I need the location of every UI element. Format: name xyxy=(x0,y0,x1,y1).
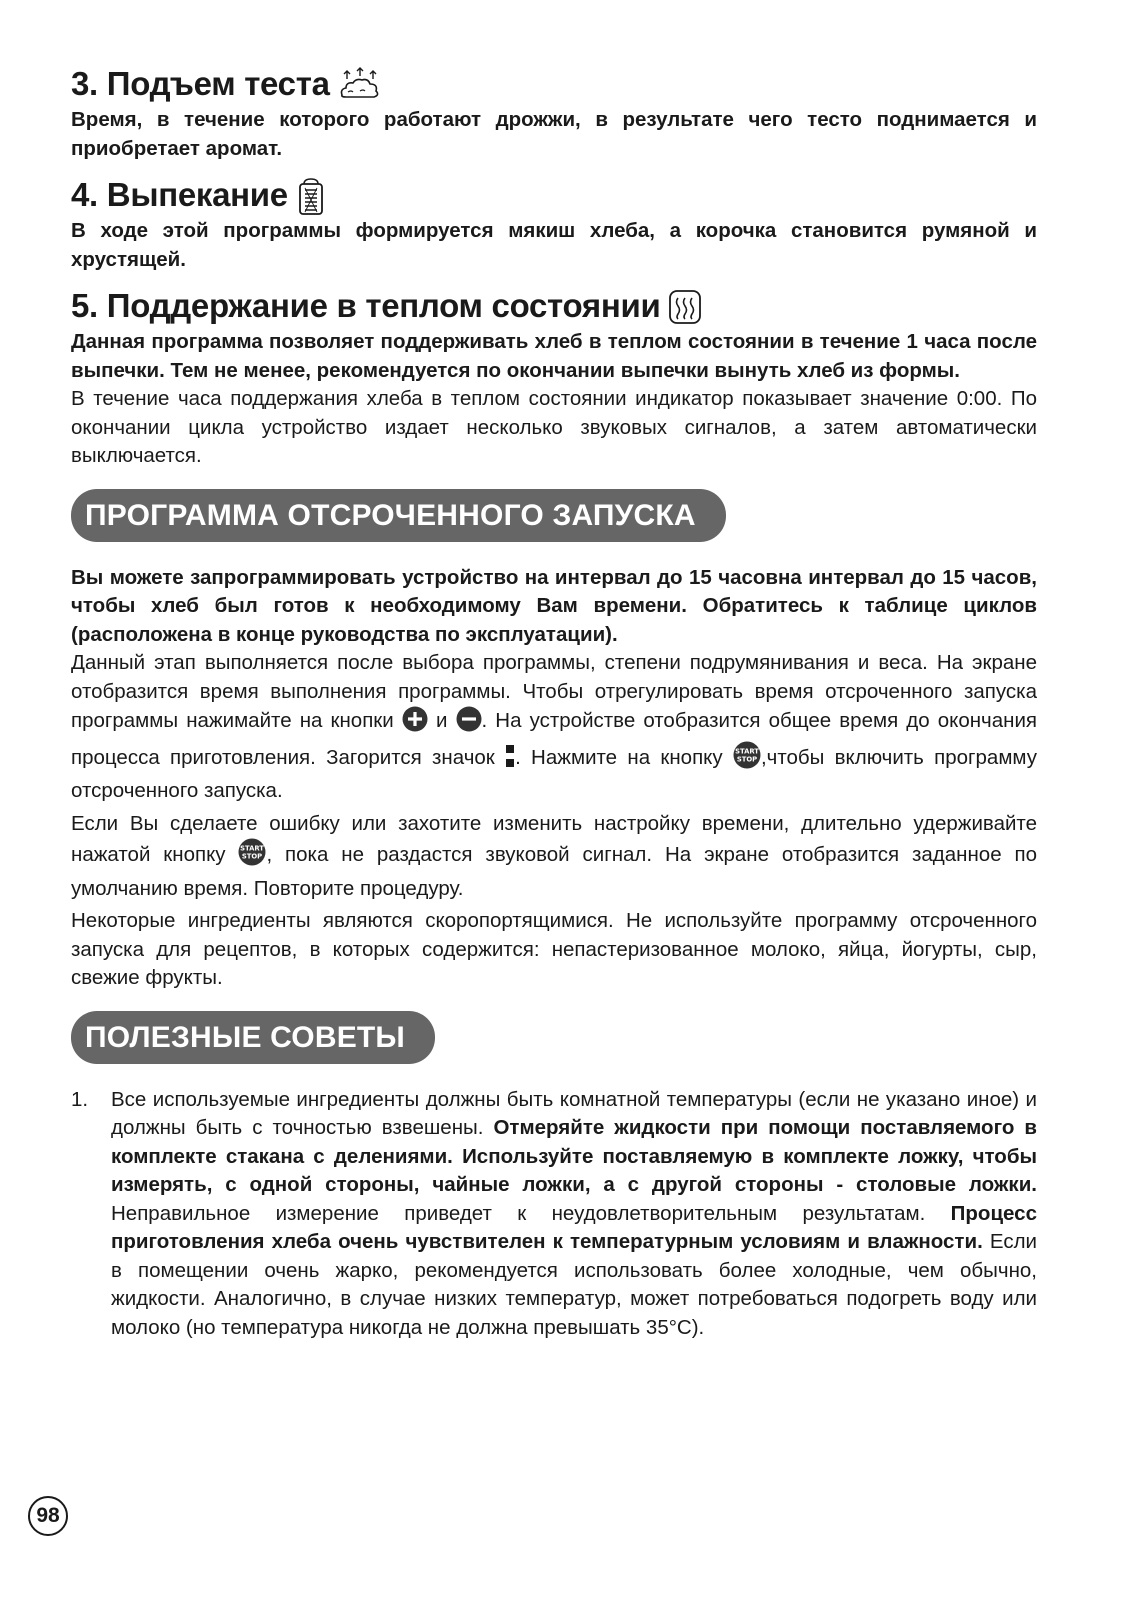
delayed-paragraph-2 xyxy=(71,810,1037,904)
keep-warm-icon xyxy=(668,289,704,323)
delayed-p1-text-b: . На устройстве отобразится общее время до окончания процесса приготовления. Загорится значок xyxy=(71,709,1038,769)
svg-text:START: START xyxy=(240,844,265,853)
tip-text xyxy=(111,1086,1037,1343)
keepwarm-heading xyxy=(71,284,1037,328)
start-stop-button-icon xyxy=(238,838,266,875)
minus-button-icon xyxy=(456,706,482,741)
delayed-p1-text-a: Данный этап выполняется после выбора программы, степени подрумянивания и веса. На экране отобразится время выполнения программы. Чтобы отрегулировать время отсроченного запуска программы нажимайте на кнопки xyxy=(71,651,1037,732)
list-item xyxy=(71,1086,1037,1343)
rise-heading-text: 3. Подъем теста xyxy=(71,65,330,102)
tip-text-1: Все используемые ингредиенты должны быть комнатной температуры (если не указано иное) и должны быть с точностью взвешены. xyxy=(111,1087,1037,1139)
page-number: 98 xyxy=(28,1496,68,1536)
tips-banner: ПОЛЕЗНЫЕ СОВЕТЫ xyxy=(71,1011,435,1064)
tips-list xyxy=(71,1086,1037,1343)
bake-description: В ходе этой программы формируется мякиш хлеба, а корочка становится румяной и хрустящей. xyxy=(71,219,1037,271)
plus-button-icon xyxy=(402,706,428,741)
svg-text:STOP: STOP xyxy=(242,852,263,861)
delayed-start-banner: ПРОГРАММА ОТСРОЧЕННОГО ЗАПУСКА xyxy=(71,489,726,542)
rise-heading xyxy=(71,62,1037,106)
svg-text:START: START xyxy=(735,747,759,755)
bake-heading-text: 4. Выпекание xyxy=(71,176,288,213)
dough-rise-icon xyxy=(338,67,374,101)
page-content xyxy=(71,62,1037,1342)
delayed-p2-text-b: , пока не раздастся звуковой сигнал. На экране отобразится заданное по умолчанию время. Повторите процедуру. xyxy=(71,843,1037,900)
keepwarm-description-bold: Данная программа позволяет поддерживать хлеб в теплом состоянии в течение 1 часа после выпечки. Тем не менее, рекомендуется по окончании выпечки вынуть хлеб из формы. xyxy=(71,330,1037,382)
rise-description: Время, в течение которого работают дрожжи, в результате чего тесто поднимается и приобретает аромат. xyxy=(71,108,1037,160)
delayed-p2-text-a: Если Вы сделаете ошибку или захотите изменить настройку времени, длительно удерживайте нажатой кнопку xyxy=(71,811,1037,866)
bake-heading xyxy=(71,173,1037,217)
svg-text:STOP: STOP xyxy=(736,755,758,763)
tip-number: 1. xyxy=(71,1087,89,1111)
tip-text-3: Если в помещении очень жарко, рекомендуется использовать более холодные, чем обычно, жидкости. Аналогично, в случае низких температур, может потребоваться подогреть воду или молоко (но температура никогда не должна превышать 35°C). xyxy=(111,1230,1037,1339)
tip-bold-1: Отмеряйте жидкости при помощи поставляемого в комплекте стакана с делениями. Используйте поставляемую в комплекте ложку, чтобы измерять, с одной стороны, чайные ложки, а с другой стороны - столовые ложки. xyxy=(111,1116,1037,1196)
delayed-p1-text-c: . Нажмите на кнопку xyxy=(515,745,723,769)
start-stop-button-icon xyxy=(733,741,761,778)
delayed-p1-and: и xyxy=(435,709,448,732)
colon-indicator-icon xyxy=(505,743,515,778)
keepwarm-description: В течение часа поддержания хлеба в теплом состоянии индикатор показывает значение 0:00. По окончании цикла устройство издает несколько звуковых сигналов, а затем автоматически выключается. xyxy=(71,387,1037,467)
delayed-intro: Вы можете запрограммировать устройство на интервал до 15 часовна интервал до 15 часов, чтобы хлеб был готов к необходимому Вам времени. Обратитесь к таблице циклов (расположена в конце руководства по эксплуатации). xyxy=(71,565,1037,646)
delayed-paragraph-1 xyxy=(71,649,1037,806)
tip-text-2: Неправильное измерение приведет к неудовлетворительным результатам. xyxy=(111,1201,951,1225)
bread-baking-icon xyxy=(296,178,332,212)
tip-bold-2: Процесс приготовления хлеба очень чувствителен к температурным условиям и влажности. xyxy=(111,1201,1037,1253)
delayed-paragraph-3: Некоторые ингредиенты являются скоропортящимися. Не используйте программу отсроченного запуска для рецептов, в которых содержится: непастеризованное молоко, яйца, йогурты, сыр, свежие фрукты. xyxy=(71,909,1037,989)
delayed-p1-text-d: ,чтобы включить программу отсроченного запуска. xyxy=(71,745,1037,802)
keepwarm-heading-text: 5. Поддержание в теплом состоянии xyxy=(71,287,661,324)
